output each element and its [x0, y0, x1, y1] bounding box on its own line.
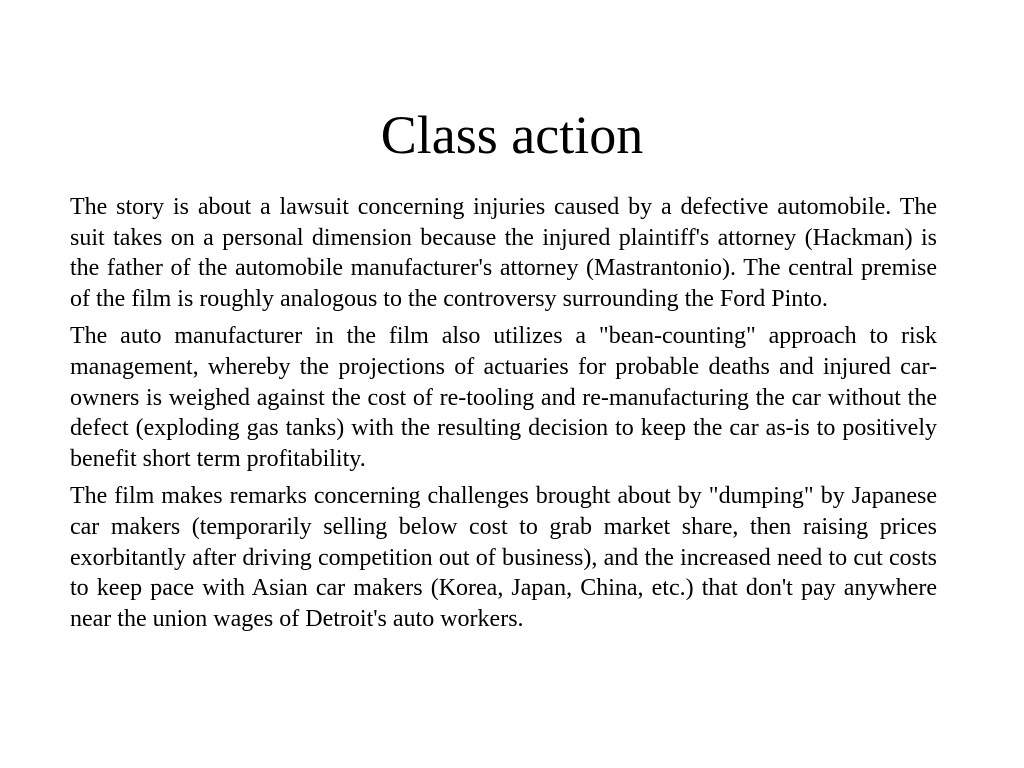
- paragraph-dumping: The film makes remarks concerning challenges brought about by "dumping" by Japanese car makers (temporarily selling below cost to grab market share, then raising prices exorbitantly after driving competition out of business), and the increased need to cut costs to keep pace with Asian car makers (Korea, Japan, China, etc.) that don't pay anywhere near the union wages of Detroit's auto workers.: [70, 483, 937, 632]
- slide-body: [70, 192, 937, 641]
- paragraph-lawsuit-story: The story is about a lawsuit concerning injuries caused by a defective automobile. The suit takes on a personal dimension because the injured plaintiff's attorney (Hackman) is the father of the automobile manufacturer's attorney (Mastrantonio). The central premise of the film is roughly analogous to the controversy surrounding the Ford Pinto.: [70, 194, 937, 312]
- slide-title: Class action: [380, 105, 644, 165]
- paragraph-bean-counting: The auto manufacturer in the film also utilizes a "bean-counting" approach to risk management, whereby the projections of actuaries for probable deaths and injured car-owners is weighed against the cost of re-tooling and re-manufacturing the car without the defect (exploding gas tanks) with the resulting decision to keep the car as-is to positively benefit short term profitability.: [70, 323, 937, 472]
